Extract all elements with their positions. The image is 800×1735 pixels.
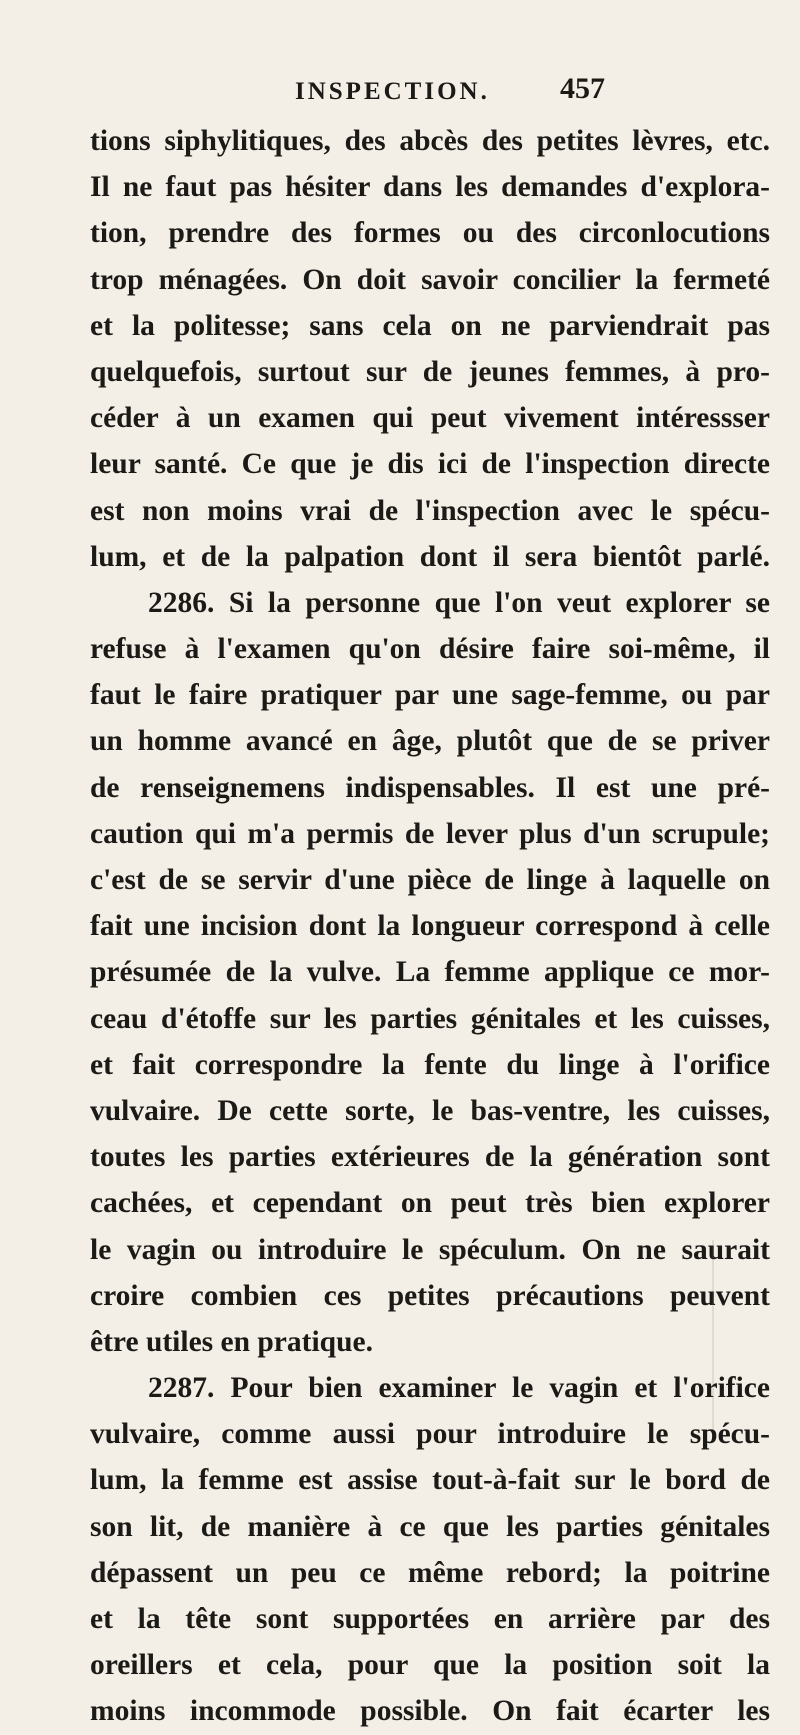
running-head — [0, 72, 800, 112]
text-line: faut le faire pratiquer par une sage-femme, ou par — [90, 679, 770, 712]
text-line: trop ménagées. On doit savoir concilier la fermeté — [90, 263, 770, 296]
text-line: son lit, de manière à ce que les parties génitales — [90, 1510, 770, 1543]
page-number: 457 — [560, 72, 605, 105]
text-line: cachées, et cependant on peut très bien explorer — [90, 1187, 770, 1220]
text-line: moins incommode possible. On fait écarter les — [90, 1695, 770, 1728]
text-line: est non moins vrai de l'inspection avec le spécu- — [90, 494, 770, 527]
body-text — [90, 118, 770, 1735]
text-line: être utiles en pratique. — [90, 1325, 373, 1358]
text-line: fait une incision dont la longueur correspond à celle — [90, 910, 770, 943]
text-line: lum, la femme est assise tout-à-fait sur le bord de — [90, 1464, 770, 1497]
text-line: toutes les parties extérieures de la génération sont — [90, 1141, 770, 1174]
text-line: croire combien ces petites précautions peuvent — [90, 1279, 770, 1312]
text-line: le vagin ou introduire le spéculum. On ne saurait — [90, 1233, 770, 1266]
text-line: tions siphylitiques, des abcès des petites lèvres, etc. — [90, 125, 770, 157]
text-line: céder à un examen qui peut vivement intéressser — [90, 402, 770, 435]
text-line: lum, et de la palpation dont il sera bientôt parlé. — [90, 540, 770, 573]
text-line: vulvaire. De cette sorte, le bas-ventre, les cuisses, — [90, 1094, 770, 1127]
text-line: vulvaire, comme aussi pour introduire le spécu- — [90, 1418, 770, 1451]
paragraph-start-2286: 2286. Si la personne que l'on veut explorer se — [148, 586, 770, 619]
text-line: et la tête sont supportées en arrière par des — [90, 1603, 770, 1635]
text-line: un homme avancé en âge, plutôt que de se priver — [90, 725, 770, 758]
text-line: tion, prendre des formes ou des circonlocutions — [90, 217, 770, 250]
page-edge-shadow — [712, 1240, 714, 1430]
text-line: c'est de se servir d'une pièce de linge à laquelle on — [90, 864, 770, 896]
text-line: oreillers et cela, pour que la position soit la — [90, 1649, 770, 1682]
text-line: refuse à l'examen qu'on désire faire soi-même, il — [90, 633, 770, 666]
running-head-title: INSPECTION. — [295, 78, 490, 105]
paragraph-start-2287: 2287. Pour bien examiner le vagin et l'orifice — [148, 1372, 770, 1405]
text-line: de renseignemens indispensables. Il est une pré- — [90, 771, 770, 804]
text-line: et fait correspondre la fente du linge à l'orifice — [90, 1048, 770, 1081]
text-line: ceau d'étoffe sur les parties génitales et les cuisses, — [90, 1002, 770, 1035]
text-line: Il ne faut pas hésiter dans les demandes d'explora- — [90, 171, 770, 204]
text-line: dépassent un peu ce même rebord; la poitrine — [90, 1556, 770, 1589]
text-line: leur santé. Ce que je dis ici de l'inspection directe — [90, 448, 770, 481]
text-line: caution qui m'a permis de lever plus d'un scrupule; — [90, 817, 770, 850]
text-line: quelquefois, surtout sur de jeunes femmes, à pro- — [90, 355, 770, 388]
text-line: présumée de la vulve. La femme applique ce mor- — [90, 956, 770, 989]
text-line: et la politesse; sans cela on ne parviendrait pas — [90, 309, 770, 342]
